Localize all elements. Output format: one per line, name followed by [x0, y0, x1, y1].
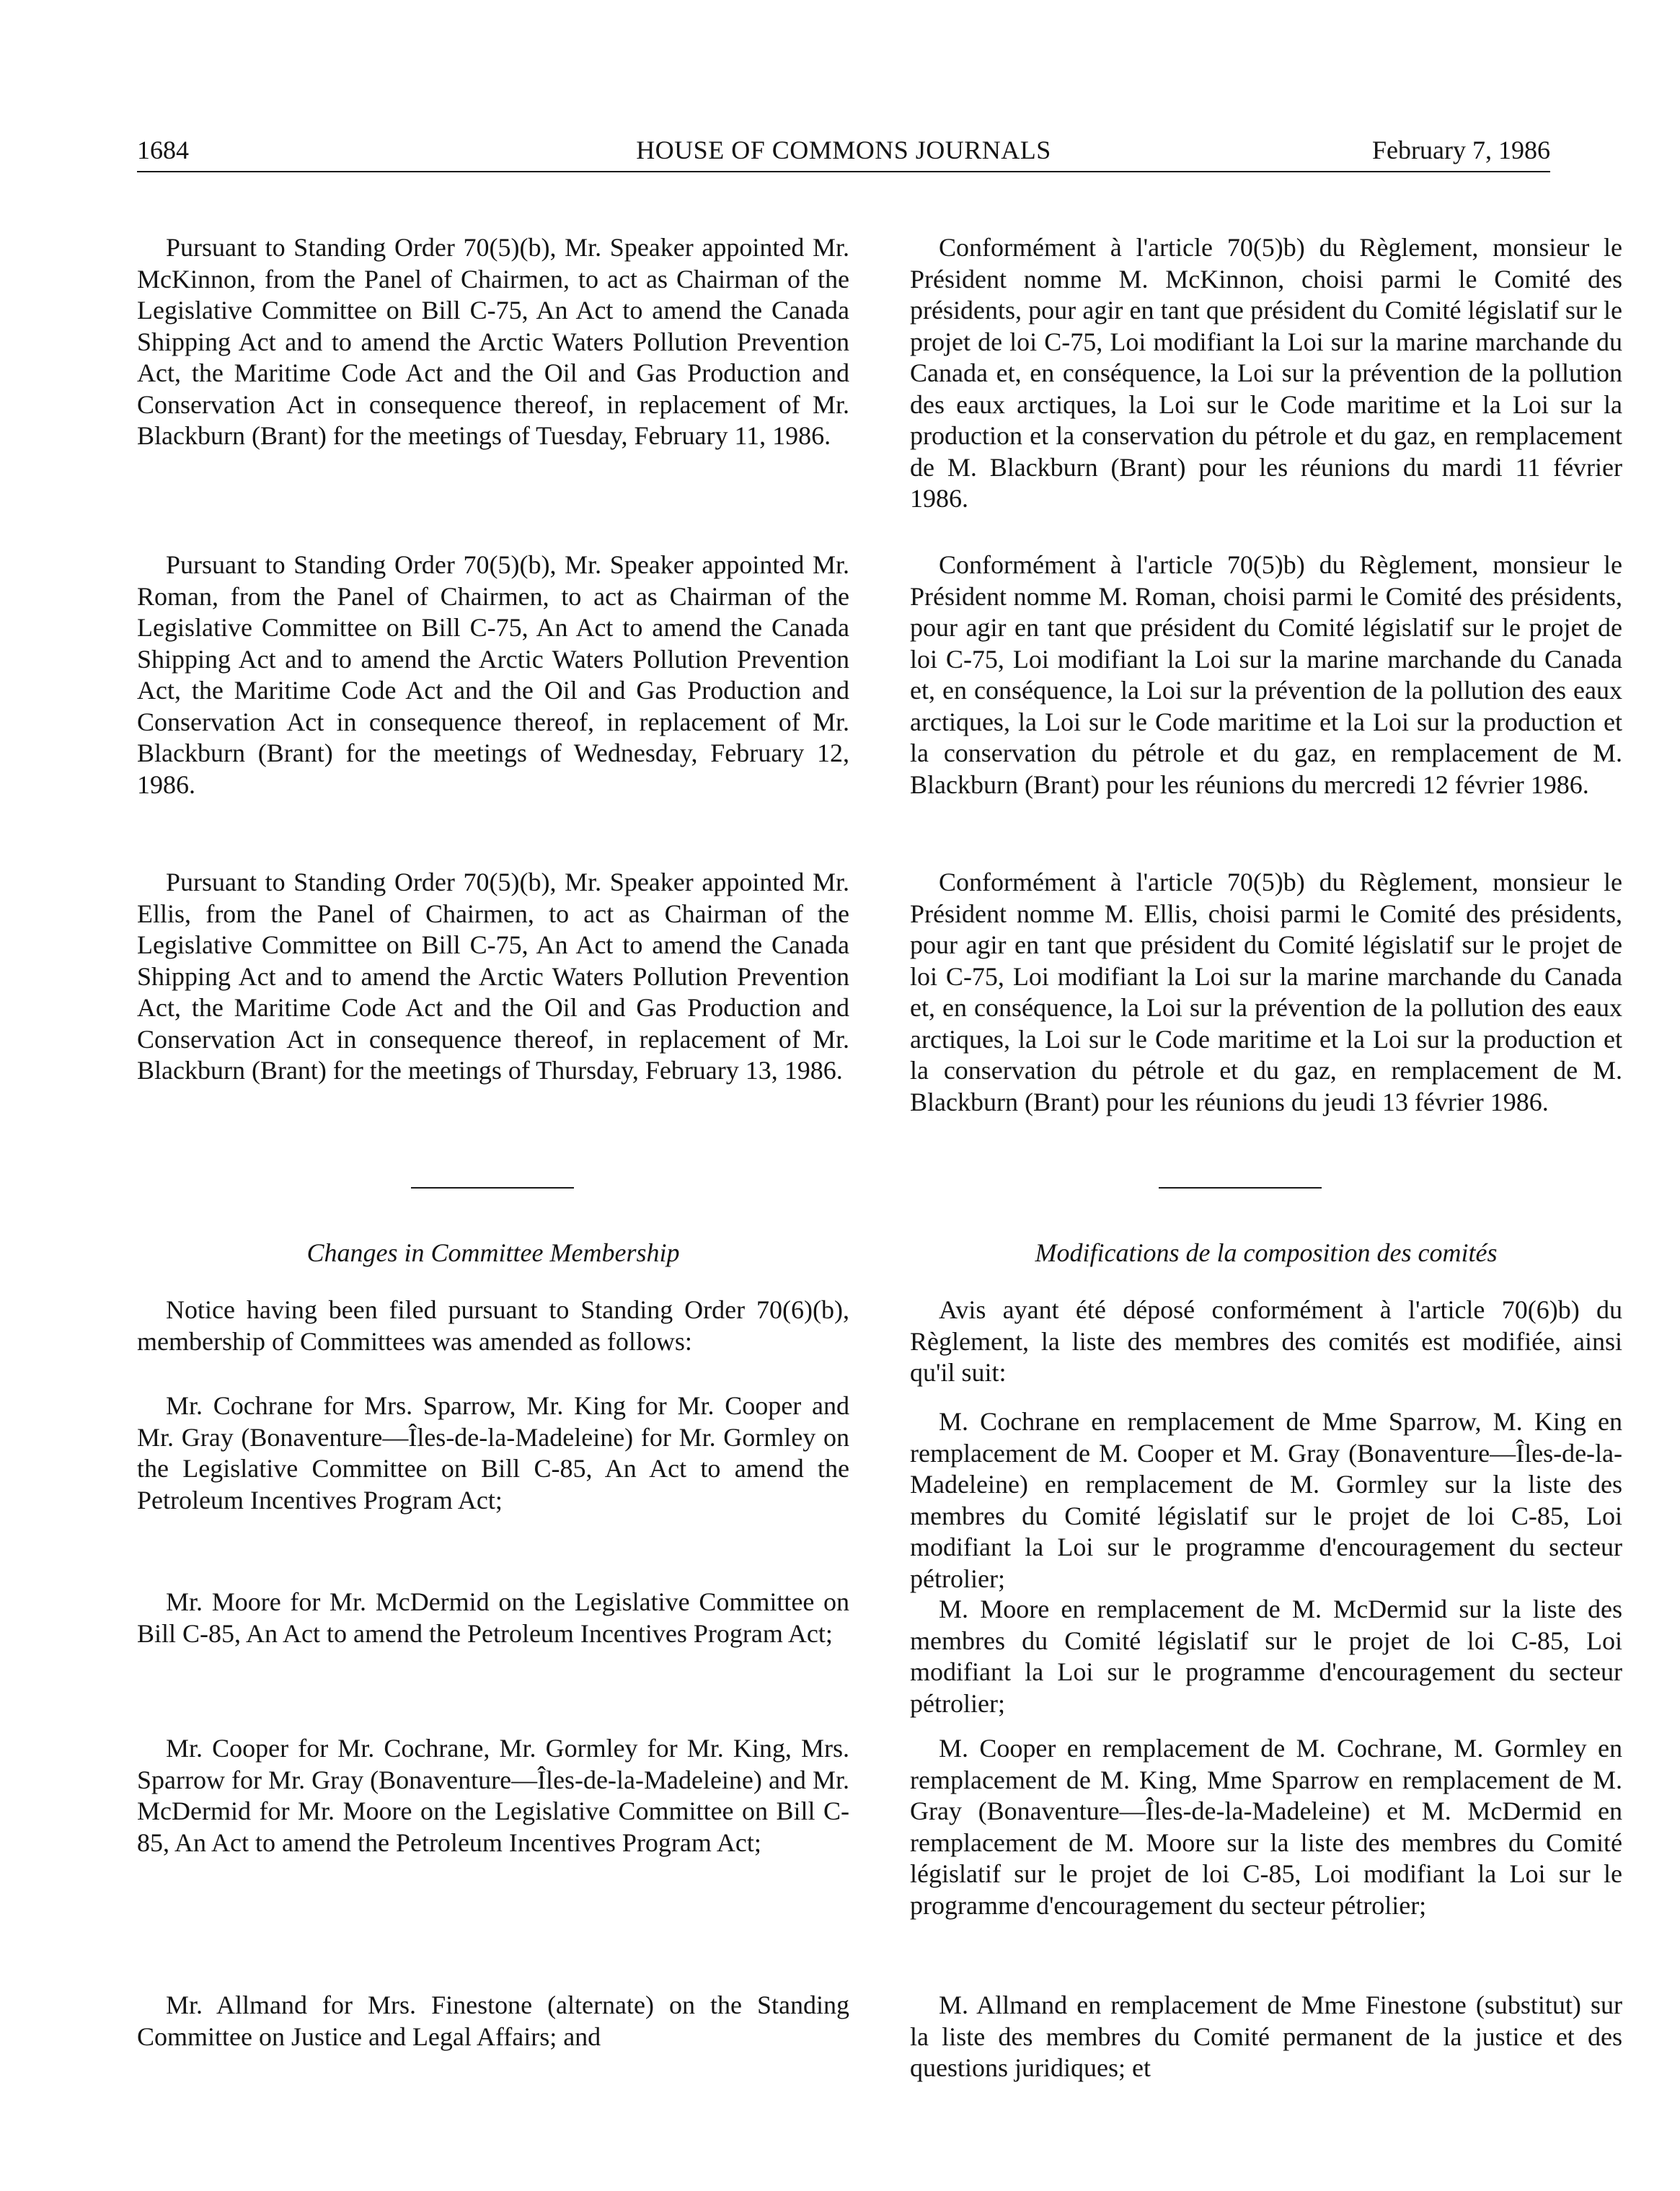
- section-heading: Changes in Committee Membership: [306, 1238, 680, 1267]
- section-heading: Modifications de la composition des comités: [1035, 1238, 1498, 1267]
- membership-change: M. Cochrane en remplacement de Mme Sparrow, M. King en remplacement de M. Cooper et M. Gray (Bonaventure—Îles-de-la-Madeleine) en remplacement de M. Gormley sur la liste des membres du Comité législatif sur le projet de loi C-85, Loi modifiant la Loi sur le programme d'encouragement du secteur pétrolier;: [910, 1407, 1622, 1593]
- membership-change: Mr. Moore for Mr. McDermid on the Legislative Committee on Bill C-85, An Act to amend the Petroleum Incentives Program Act;: [137, 1587, 849, 1648]
- section-separator: [411, 1187, 574, 1189]
- appointment-paragraph: Pursuant to Standing Order 70(5)(b), Mr. Speaker appointed Mr. Roman, from the Panel of Chairmen, to act as Chairman of the Legislative Committee on Bill C-75, An Act to amend the Canada Shipping Act and to amend the Arctic Waters Pollution Prevention Act, the Maritime Code Act and the Oil and Gas Production and Conservation Act in consequence thereof, in replacement of Mr. Blackburn (Brant) for the meetings of Wednesday, February 12, 1986.: [137, 550, 849, 799]
- appointment-paragraph: Conformément à l'article 70(5)b) du Règlement, monsieur le Président nomme M. McKinnon, choisi parmi le Comité des présidents, pour agir en tant que président du Comité législatif sur le projet de loi C-75, Loi modifiant la Loi sur la marine marchande du Canada et, en conséquence, la Loi sur la prévention de la pollution des eaux arctiques, la Loi sur le Code maritime et la Loi sur la production et la conservation du pétrole et du gaz, en remplacement de M. Blackburn (Brant) pour les réunions du mardi 11 février 1986.: [910, 233, 1622, 513]
- membership-change: Mr. Cochrane for Mrs. Sparrow, Mr. King for Mr. Cooper and Mr. Gray (Bonaventure—Îles-de-la-Madeleine) for Mr. Gormley on the Legislative Committee on Bill C-85, An Act to amend the Petroleum Incentives Program Act;: [137, 1391, 849, 1515]
- header-rule: [137, 171, 1550, 172]
- page-number: 1684: [137, 136, 189, 164]
- membership-change: Mr. Allmand for Mrs. Finestone (alternate) on the Standing Committee on Justice and Legal Affairs; and: [137, 1991, 849, 2051]
- appointment-paragraph: Pursuant to Standing Order 70(5)(b), Mr. Speaker appointed Mr. McKinnon, from the Panel of Chairmen, to act as Chairman of the Legislative Committee on Bill C-75, An Act to amend the Canada Shipping Act and to amend the Arctic Waters Pollution Prevention Act, the Maritime Code Act and the Oil and Gas Production and Conservation Act in consequence thereof, in replacement of Mr. Blackburn (Brant) for the meetings of Tuesday, February 11, 1986.: [137, 233, 849, 450]
- notice-paragraph: Avis ayant été déposé conformément à l'article 70(6)b) du Règlement, la liste des membres des comités est modifiée, ainsi qu'il suit:: [910, 1295, 1622, 1387]
- appointment-paragraph: Conformément à l'article 70(5)b) du Règlement, monsieur le Président nomme M. Roman, choisi parmi le Comité des présidents, pour agir en tant que président du Comité législatif sur le projet de loi C-75, Loi modifiant la Loi sur la marine marchande du Canada et, en conséquence, la Loi sur la prévention de la pollution des eaux arctiques, la Loi sur le Code maritime et la Loi sur la production et la conservation du pétrole et du gaz, en remplacement de M. Blackburn (Brant) pour les réunions du mercredi 12 février 1986.: [910, 550, 1622, 799]
- section-separator: [1159, 1187, 1322, 1189]
- running-header: [137, 132, 1550, 168]
- membership-change: M. Moore en remplacement de M. McDermid sur la liste des membres du Comité législatif sur le projet de loi C-85, Loi modifiant la Loi sur le programme d'encouragement du secteur pétrolier;: [910, 1595, 1622, 1718]
- notice-paragraph: Notice having been filed pursuant to Standing Order 70(6)(b), membership of Committees was amended as follows:: [137, 1295, 849, 1356]
- membership-change: M. Allmand en remplacement de Mme Finestone (substitut) sur la liste des membres du Comité permanent de la justice et des questions juridiques; et: [910, 1991, 1622, 2082]
- journal-title: HOUSE OF COMMONS JOURNALS: [636, 136, 1051, 164]
- appointment-paragraph: Conformément à l'article 70(5)b) du Règlement, monsieur le Président nomme M. Ellis, choisi parmi le Comité des présidents, pour agir en tant que président du Comité législatif sur le projet de loi C-75, Loi modifiant la Loi sur la marine marchande du Canada et, en conséquence, la Loi sur la prévention de la pollution des eaux arctiques, la Loi sur le Code maritime et la Loi sur la production et la conservation du pétrole et du gaz, en remplacement de M. Blackburn (Brant) pour les réunions du jeudi 13 février 1986.: [910, 868, 1622, 1116]
- appointment-paragraph: Pursuant to Standing Order 70(5)(b), Mr. Speaker appointed Mr. Ellis, from the Panel of Chairmen, to act as Chairman of the Legislative Committee on Bill C-75, An Act to amend the Canada Shipping Act and to amend the Arctic Waters Pollution Prevention Act, the Maritime Code Act and the Oil and Gas Production and Conservation Act in consequence thereof, in replacement of Mr. Blackburn (Brant) for the meetings of Thursday, February 13, 1986.: [137, 868, 849, 1085]
- header-date: February 7, 1986: [1372, 136, 1550, 164]
- membership-change: Mr. Cooper for Mr. Cochrane, Mr. Gormley for Mr. King, Mrs. Sparrow for Mr. Gray (Bonaventure—Îles-de-la-Madeleine) and Mr. McDermid for Mr. Moore on the Legislative Committee on Bill C-85, An Act to amend the Petroleum Incentives Program Act;: [137, 1734, 849, 1857]
- membership-change: M. Cooper en remplacement de M. Cochrane, M. Gormley en remplacement de M. King, Mme Sparrow en remplacement de M. Gray (Bonaventure—Îles-de-la-Madeleine) et M. McDermid en remplacement de M. Moore sur la liste des membres du Comité législatif sur le projet de loi C-85, Loi modifiant la Loi sur le programme d'encouragement du secteur pétrolier;: [910, 1734, 1622, 1920]
